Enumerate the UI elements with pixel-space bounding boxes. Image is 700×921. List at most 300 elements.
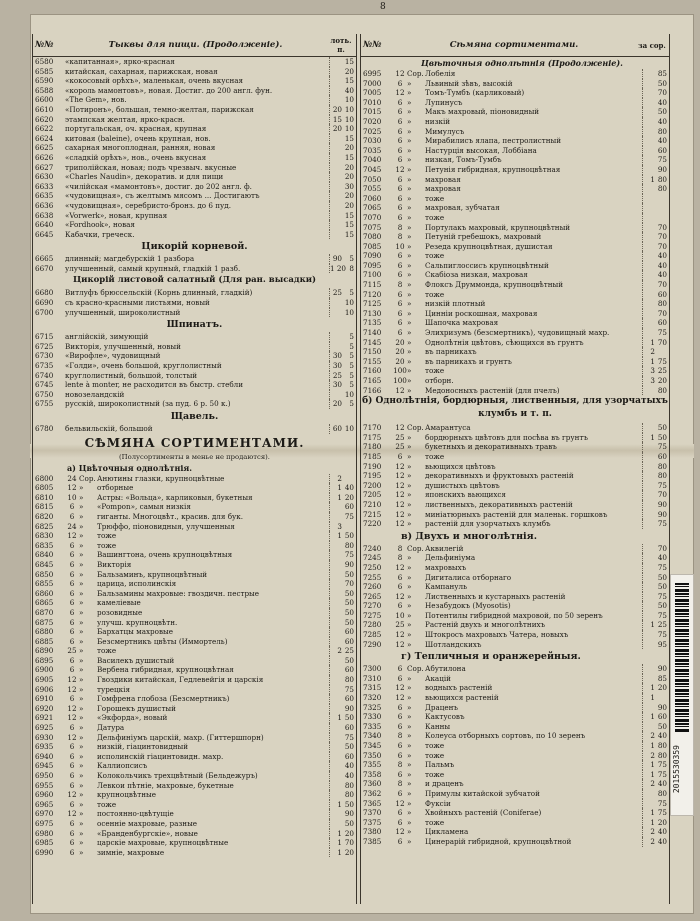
- item-description: Аквилегій: [425, 544, 643, 554]
- item-number: 7175: [363, 432, 382, 442]
- packet-unit: »: [407, 630, 412, 640]
- price-kopecks: 20: [657, 817, 667, 827]
- item-number: 7200: [363, 480, 382, 490]
- table-row: [33, 637, 356, 647]
- packet-count: 8: [397, 222, 403, 232]
- packet-unit: »: [79, 617, 84, 627]
- table-row: [361, 664, 669, 674]
- table-row: [33, 550, 356, 560]
- item-description: тоже: [425, 818, 643, 828]
- item-description: «Голди», очень большой, круглолистный: [65, 361, 330, 371]
- packet-unit: »: [407, 601, 412, 611]
- item-description: Каллиопсисъ: [97, 761, 330, 771]
- item-description: Мимулусъ: [425, 127, 643, 137]
- table-row: [33, 502, 356, 512]
- table-row: [361, 799, 669, 809]
- price-kopecks: 70: [657, 337, 667, 347]
- item-number: 6585: [35, 66, 54, 76]
- price-rubles: 2: [650, 750, 655, 760]
- price-kopecks: 60: [657, 145, 667, 155]
- packet-count: 12: [67, 790, 77, 800]
- packet-unit: Сор.: [79, 473, 96, 483]
- price-kopecks: 5: [349, 332, 354, 342]
- table-row: [361, 194, 669, 204]
- packet-unit: »: [79, 809, 84, 819]
- packet-count: 6: [397, 582, 403, 592]
- table-row: [33, 608, 356, 618]
- packet-count: 6: [397, 203, 403, 213]
- table-row: [361, 223, 669, 233]
- item-description: Мирабилисъ ялапа, пестролистный: [425, 136, 643, 146]
- item-number: 7358: [363, 769, 382, 779]
- table-row: [361, 751, 669, 761]
- item-number: 7350: [363, 750, 382, 760]
- price-kopecks: 60: [657, 289, 667, 299]
- table-row: [361, 640, 669, 650]
- packet-unit: »: [407, 620, 412, 630]
- packet-unit: »: [79, 502, 84, 512]
- table-row: [361, 582, 669, 592]
- table-row: [361, 357, 669, 367]
- price-kopecks: 90: [657, 664, 667, 674]
- item-description: низкая, Томъ-Тумбъ: [425, 155, 643, 165]
- packet-unit: »: [79, 742, 84, 752]
- table-row: [33, 512, 356, 522]
- price-rubles: 20: [332, 104, 342, 114]
- price-kopecks: 60: [657, 318, 667, 328]
- packet-unit: »: [407, 779, 412, 789]
- packet-unit: »: [407, 591, 412, 601]
- packet-count: 6: [69, 502, 75, 512]
- packet-count: 6: [397, 174, 403, 184]
- packet-unit: »: [407, 222, 412, 232]
- price-kopecks: 50: [657, 572, 667, 582]
- packet-unit: »: [407, 760, 412, 770]
- packet-count: 6: [69, 771, 75, 780]
- table-row: [361, 500, 669, 510]
- item-number: 7362: [363, 788, 382, 798]
- item-number: 7155: [363, 356, 382, 366]
- packet-unit: »: [79, 646, 84, 656]
- price-rubles: 2: [650, 347, 655, 357]
- price-kopecks: 10: [344, 298, 354, 308]
- packet-unit: »: [407, 78, 412, 88]
- item-description: англійскій, зимующій: [65, 332, 330, 342]
- table-row: [361, 818, 669, 828]
- packet-count: 8: [397, 779, 403, 789]
- table-row: [33, 172, 356, 182]
- packet-count: 25: [67, 646, 77, 656]
- packet-count: 6: [69, 550, 75, 560]
- item-description: Штокросъ махровыхъ Чатера, новыхъ: [425, 630, 643, 640]
- item-description: Абутилона: [425, 664, 643, 674]
- packet-unit: »: [407, 480, 412, 490]
- packet-count: 6: [397, 836, 403, 846]
- item-description: Лупинусъ: [425, 98, 643, 108]
- item-number: 7135: [363, 318, 382, 328]
- item-description: Сальпиглоссисъ крупноцвѣтный: [425, 261, 643, 271]
- price-rubles: 15: [332, 114, 342, 124]
- barcode-number: 2015530359: [672, 745, 681, 794]
- table-row: [361, 620, 669, 630]
- item-number: 6820: [35, 511, 54, 521]
- packet-count: 6: [69, 636, 75, 646]
- packet-count: 6: [397, 251, 403, 261]
- item-description: въ парникахъ: [425, 347, 643, 357]
- annual-flowers-list: [33, 474, 356, 858]
- item-number: 7000: [363, 78, 382, 88]
- packet-unit: Сор.: [407, 423, 424, 433]
- table-row: [33, 809, 356, 819]
- price-kopecks: 75: [657, 356, 667, 366]
- item-number: 7195: [363, 471, 382, 481]
- item-description: Томъ-Тумбъ (карликовый): [425, 88, 643, 98]
- price-kopecks: 5: [349, 288, 354, 298]
- item-number: 6600: [35, 95, 54, 105]
- packet-unit: »: [407, 471, 412, 481]
- table-row: [361, 232, 669, 242]
- table-row: [361, 452, 669, 462]
- price-kopecks: 90: [657, 499, 667, 509]
- packet-count: 6: [69, 742, 75, 752]
- item-number: 7005: [363, 88, 382, 98]
- item-number: 7165: [363, 376, 382, 385]
- item-description: Дельфиніумъ царскій, махр. (Гиттершпорн): [97, 733, 330, 743]
- table-row: [361, 601, 669, 611]
- packet-count: 6: [397, 817, 403, 827]
- item-description: бельвильскій, большой: [65, 424, 330, 434]
- price-kopecks: 80: [344, 790, 354, 800]
- packet-count: 6: [397, 145, 403, 155]
- item-description: отборн.: [425, 376, 643, 386]
- item-number: 6921: [35, 713, 54, 723]
- price-kopecks: 70: [657, 543, 667, 553]
- packet-unit: »: [407, 184, 412, 194]
- item-description: длинный; магдебурскій 1 разбора: [65, 254, 330, 264]
- item-number: 7355: [363, 760, 382, 770]
- item-number: 7385: [363, 836, 382, 846]
- item-number: 6920: [35, 703, 54, 713]
- item-description: «чудовищная», съ желтымъ мясомъ ... Достигаютъ: [65, 191, 330, 201]
- price-kopecks: 50: [657, 423, 667, 433]
- item-description: букетныхъ и декоративныхъ травъ: [425, 442, 643, 452]
- item-number: 7215: [363, 509, 382, 519]
- packet-count: 6: [69, 847, 75, 857]
- item-number: 7290: [363, 639, 382, 649]
- packet-count: 12: [395, 827, 405, 837]
- packet-count: 12: [395, 630, 405, 640]
- price-rubles: 1: [337, 492, 342, 502]
- price-kopecks: 80: [657, 126, 667, 136]
- price-kopecks: 70: [657, 241, 667, 251]
- item-number: 6870: [35, 607, 54, 617]
- item-number: 7220: [363, 519, 382, 529]
- price-kopecks: 50: [344, 818, 354, 828]
- page-number: 8: [380, 2, 386, 12]
- item-number: 7300: [363, 664, 382, 674]
- price-kopecks: 70: [657, 88, 667, 98]
- price-kopecks: 70: [657, 308, 667, 318]
- table-row: [361, 98, 669, 108]
- item-number: 7240: [363, 543, 382, 553]
- item-description: Скабіоза низкая, махровая: [425, 270, 643, 280]
- table-row: [33, 220, 356, 230]
- packet-unit: »: [79, 569, 84, 579]
- price-kopecks: 40: [657, 136, 667, 146]
- item-description: Бархатцы махровые: [97, 627, 330, 637]
- price-rubles: 3: [337, 521, 342, 531]
- item-number: 6638: [35, 210, 54, 220]
- packet-unit: »: [407, 260, 412, 270]
- table-row: [361, 510, 669, 520]
- table-row: [361, 309, 669, 319]
- table-row: [33, 211, 356, 221]
- packet-count: 12: [395, 693, 405, 703]
- item-number: 7255: [363, 572, 382, 582]
- price-kopecks: 50: [344, 742, 354, 752]
- item-description: Лиственныхъ и кустарныхъ растеній: [425, 592, 643, 602]
- packet-count: 12: [395, 639, 405, 649]
- item-number: 7170: [363, 423, 382, 433]
- item-description: Флоксъ Друммонда, крупноцвѣтный: [425, 280, 643, 290]
- item-number: 7025: [363, 126, 382, 136]
- packet-unit: »: [79, 550, 84, 560]
- price-rubles: 2: [650, 836, 655, 846]
- packet-unit: »: [407, 203, 412, 213]
- shpinat-list: [33, 332, 356, 409]
- table-row: [361, 318, 669, 328]
- item-number: 6815: [35, 502, 54, 512]
- packet-count: 6: [397, 97, 403, 107]
- item-number: 7375: [363, 817, 382, 827]
- price-kopecks: 20: [657, 376, 667, 385]
- price-kopecks: 80: [344, 780, 354, 790]
- packet-count: 25: [395, 620, 405, 630]
- item-number: 6925: [35, 723, 54, 733]
- item-number: 7015: [363, 107, 382, 117]
- item-description: улучш. крупноцвѣтн.: [97, 618, 330, 628]
- table-row: [33, 531, 356, 541]
- item-description: тоже: [425, 290, 643, 300]
- table-row: [33, 598, 356, 608]
- price-kopecks: 20: [344, 191, 354, 201]
- packet-unit: »: [79, 790, 84, 800]
- packet-count: 6: [397, 107, 403, 117]
- item-number: 6670: [35, 263, 54, 273]
- item-number: 6588: [35, 85, 54, 95]
- packet-count: 10: [67, 492, 77, 502]
- item-description: «Вирофле», чудовищный: [65, 351, 330, 361]
- item-number: 6900: [35, 665, 54, 675]
- item-description: Петунія гибридная, крупноцвѣтная: [425, 165, 643, 175]
- item-number: 6935: [35, 742, 54, 752]
- item-number: 6625: [35, 143, 54, 153]
- shavel-list: [33, 424, 356, 434]
- table-row: [33, 618, 356, 628]
- packet-count: 6: [397, 184, 403, 194]
- packet-unit: »: [407, 808, 412, 818]
- packet-count: 12: [395, 461, 405, 471]
- packet-count: 6: [397, 260, 403, 270]
- item-number: 6940: [35, 751, 54, 761]
- table-row: [361, 808, 669, 818]
- item-number: 6636: [35, 200, 54, 210]
- item-description: Горошекъ душистый: [97, 704, 330, 714]
- item-number: 7360: [363, 779, 382, 789]
- item-description: исполинскій гіацинтовидн. махр.: [97, 752, 330, 762]
- item-description: Львиный зѣвъ, высокій: [425, 79, 643, 89]
- table-row: [361, 280, 669, 290]
- table-row: [361, 386, 669, 396]
- packet-unit: »: [407, 509, 412, 519]
- item-description: крупноцвѣтные: [97, 790, 330, 800]
- packet-count: 8: [397, 280, 403, 290]
- packet-unit: »: [407, 499, 412, 509]
- packet-unit: »: [407, 769, 412, 779]
- price-kopecks: 70: [657, 490, 667, 500]
- packet-unit: Сор.: [407, 69, 424, 78]
- table-row: [33, 665, 356, 675]
- item-description: «The Gem», нов.: [65, 95, 330, 105]
- item-description: тоже: [425, 741, 643, 751]
- item-description: круглолистный, большой, толстый: [65, 371, 330, 381]
- table-row: [33, 380, 356, 390]
- item-description: растеній для узорчатыхъ клумбъ: [425, 519, 643, 529]
- item-number: 6990: [35, 847, 54, 857]
- item-description: китайская, сахарная, парижская, новая: [65, 67, 330, 77]
- barcode-label: [670, 574, 694, 816]
- packet-unit: »: [407, 318, 412, 328]
- item-number: 6630: [35, 172, 54, 182]
- price-rubles: 1: [650, 683, 655, 693]
- table-row: [33, 351, 356, 361]
- price-kopecks: 60: [344, 723, 354, 733]
- item-number: 7100: [363, 270, 382, 280]
- price-kopecks: 10: [344, 104, 354, 114]
- table-row: [33, 57, 356, 67]
- item-number: 6960: [35, 790, 54, 800]
- price-kopecks: 40: [657, 836, 667, 846]
- item-description: Потентилы гибридной махровой, по 50 зеренъ: [425, 611, 643, 621]
- packet-count: 12: [395, 423, 405, 433]
- price-kopecks: 50: [344, 598, 354, 608]
- price-rubles: 2: [650, 731, 655, 741]
- item-number: 7275: [363, 610, 382, 620]
- subsection-continued: Цвѣточныя однолѣтнія (Продолженіе).: [421, 58, 623, 68]
- packet-unit: »: [79, 579, 84, 589]
- price-kopecks: 75: [657, 519, 667, 529]
- packet-unit: »: [407, 490, 412, 500]
- item-description: гиганты. Многоцвѣт., красив. для бук.: [97, 512, 330, 522]
- table-row: [33, 790, 356, 800]
- item-description: «Потиронъ», большая, темно-желтая, парижская: [65, 105, 330, 115]
- price-kopecks: 75: [657, 442, 667, 452]
- table-row: [361, 471, 669, 481]
- packet-count: 6: [397, 664, 403, 674]
- price-kopecks: 15: [344, 76, 354, 86]
- packet-unit: »: [79, 540, 84, 550]
- item-number: 6800: [35, 473, 54, 483]
- left-header-price: лоть. п.: [330, 36, 352, 54]
- barcode-bars: [675, 583, 689, 733]
- price-kopecks: 75: [344, 684, 354, 694]
- item-number: 6745: [35, 380, 54, 390]
- right-header-number: №№: [363, 40, 382, 50]
- right-header-title: Сѣмяна сортиментами.: [449, 40, 579, 50]
- item-description: Левкои пѣтніе, махровые, букетные: [97, 781, 330, 791]
- price-kopecks: 20: [344, 847, 354, 857]
- table-row: [361, 731, 669, 741]
- table-row: [33, 493, 356, 503]
- packet-count: 12: [395, 519, 405, 529]
- item-description: Викторія: [97, 560, 330, 570]
- price-kopecks: 60: [657, 712, 667, 722]
- item-number: 7055: [363, 184, 382, 194]
- packet-count: 24: [67, 521, 77, 531]
- table-row: [33, 694, 356, 704]
- item-number: 7085: [363, 241, 382, 251]
- packet-unit: »: [79, 511, 84, 521]
- packet-unit: »: [79, 751, 84, 761]
- item-description: улучшенный, широколистный: [65, 308, 330, 318]
- table-row: [361, 299, 669, 309]
- item-description: Кактусовъ: [425, 712, 643, 722]
- item-number: 7365: [363, 798, 382, 808]
- table-row: [361, 117, 669, 127]
- table-row: [361, 328, 669, 338]
- packet-unit: »: [407, 116, 412, 126]
- section-g: г) Тепличныя и оранжерейныя.: [401, 651, 581, 663]
- item-number: 7145: [363, 337, 382, 347]
- item-number: 6825: [35, 521, 54, 531]
- price-kopecks: 75: [657, 480, 667, 490]
- item-number: 7205: [363, 490, 382, 500]
- annual-flowers-continued-list: [361, 69, 669, 395]
- item-number: 7065: [363, 203, 382, 213]
- item-number: 7335: [363, 721, 382, 731]
- price-kopecks: 40: [657, 827, 667, 837]
- table-row: [33, 424, 356, 434]
- packet-unit: »: [407, 155, 412, 165]
- table-row: [361, 127, 669, 137]
- item-description: съ красно-красными листьями, новый: [65, 298, 330, 308]
- price-kopecks: 50: [344, 531, 354, 541]
- item-number: 6835: [35, 540, 54, 550]
- table-row: [361, 175, 669, 185]
- item-description: камеліевые: [97, 598, 330, 608]
- table-row: [33, 342, 356, 352]
- packet-count: 6: [397, 78, 403, 88]
- table-row: [361, 338, 669, 348]
- packet-count: 6: [397, 673, 403, 683]
- item-description: тоже: [425, 194, 643, 204]
- packet-unit: »: [79, 771, 84, 780]
- price-kopecks: 75: [657, 328, 667, 338]
- price-kopecks: 50: [657, 582, 667, 592]
- packet-count: 12: [395, 509, 405, 519]
- table-row: [33, 570, 356, 580]
- price-kopecks: 5: [349, 254, 354, 264]
- item-description: въ парникахъ и грунтъ: [425, 357, 643, 367]
- item-description: Драценъ: [425, 703, 643, 713]
- price-kopecks: 50: [657, 107, 667, 117]
- packet-unit: »: [79, 655, 84, 665]
- item-description: розовидные: [97, 608, 330, 618]
- packet-unit: »: [407, 827, 412, 837]
- packet-unit: »: [407, 366, 412, 376]
- table-row: [361, 611, 669, 621]
- table-row: [33, 399, 356, 409]
